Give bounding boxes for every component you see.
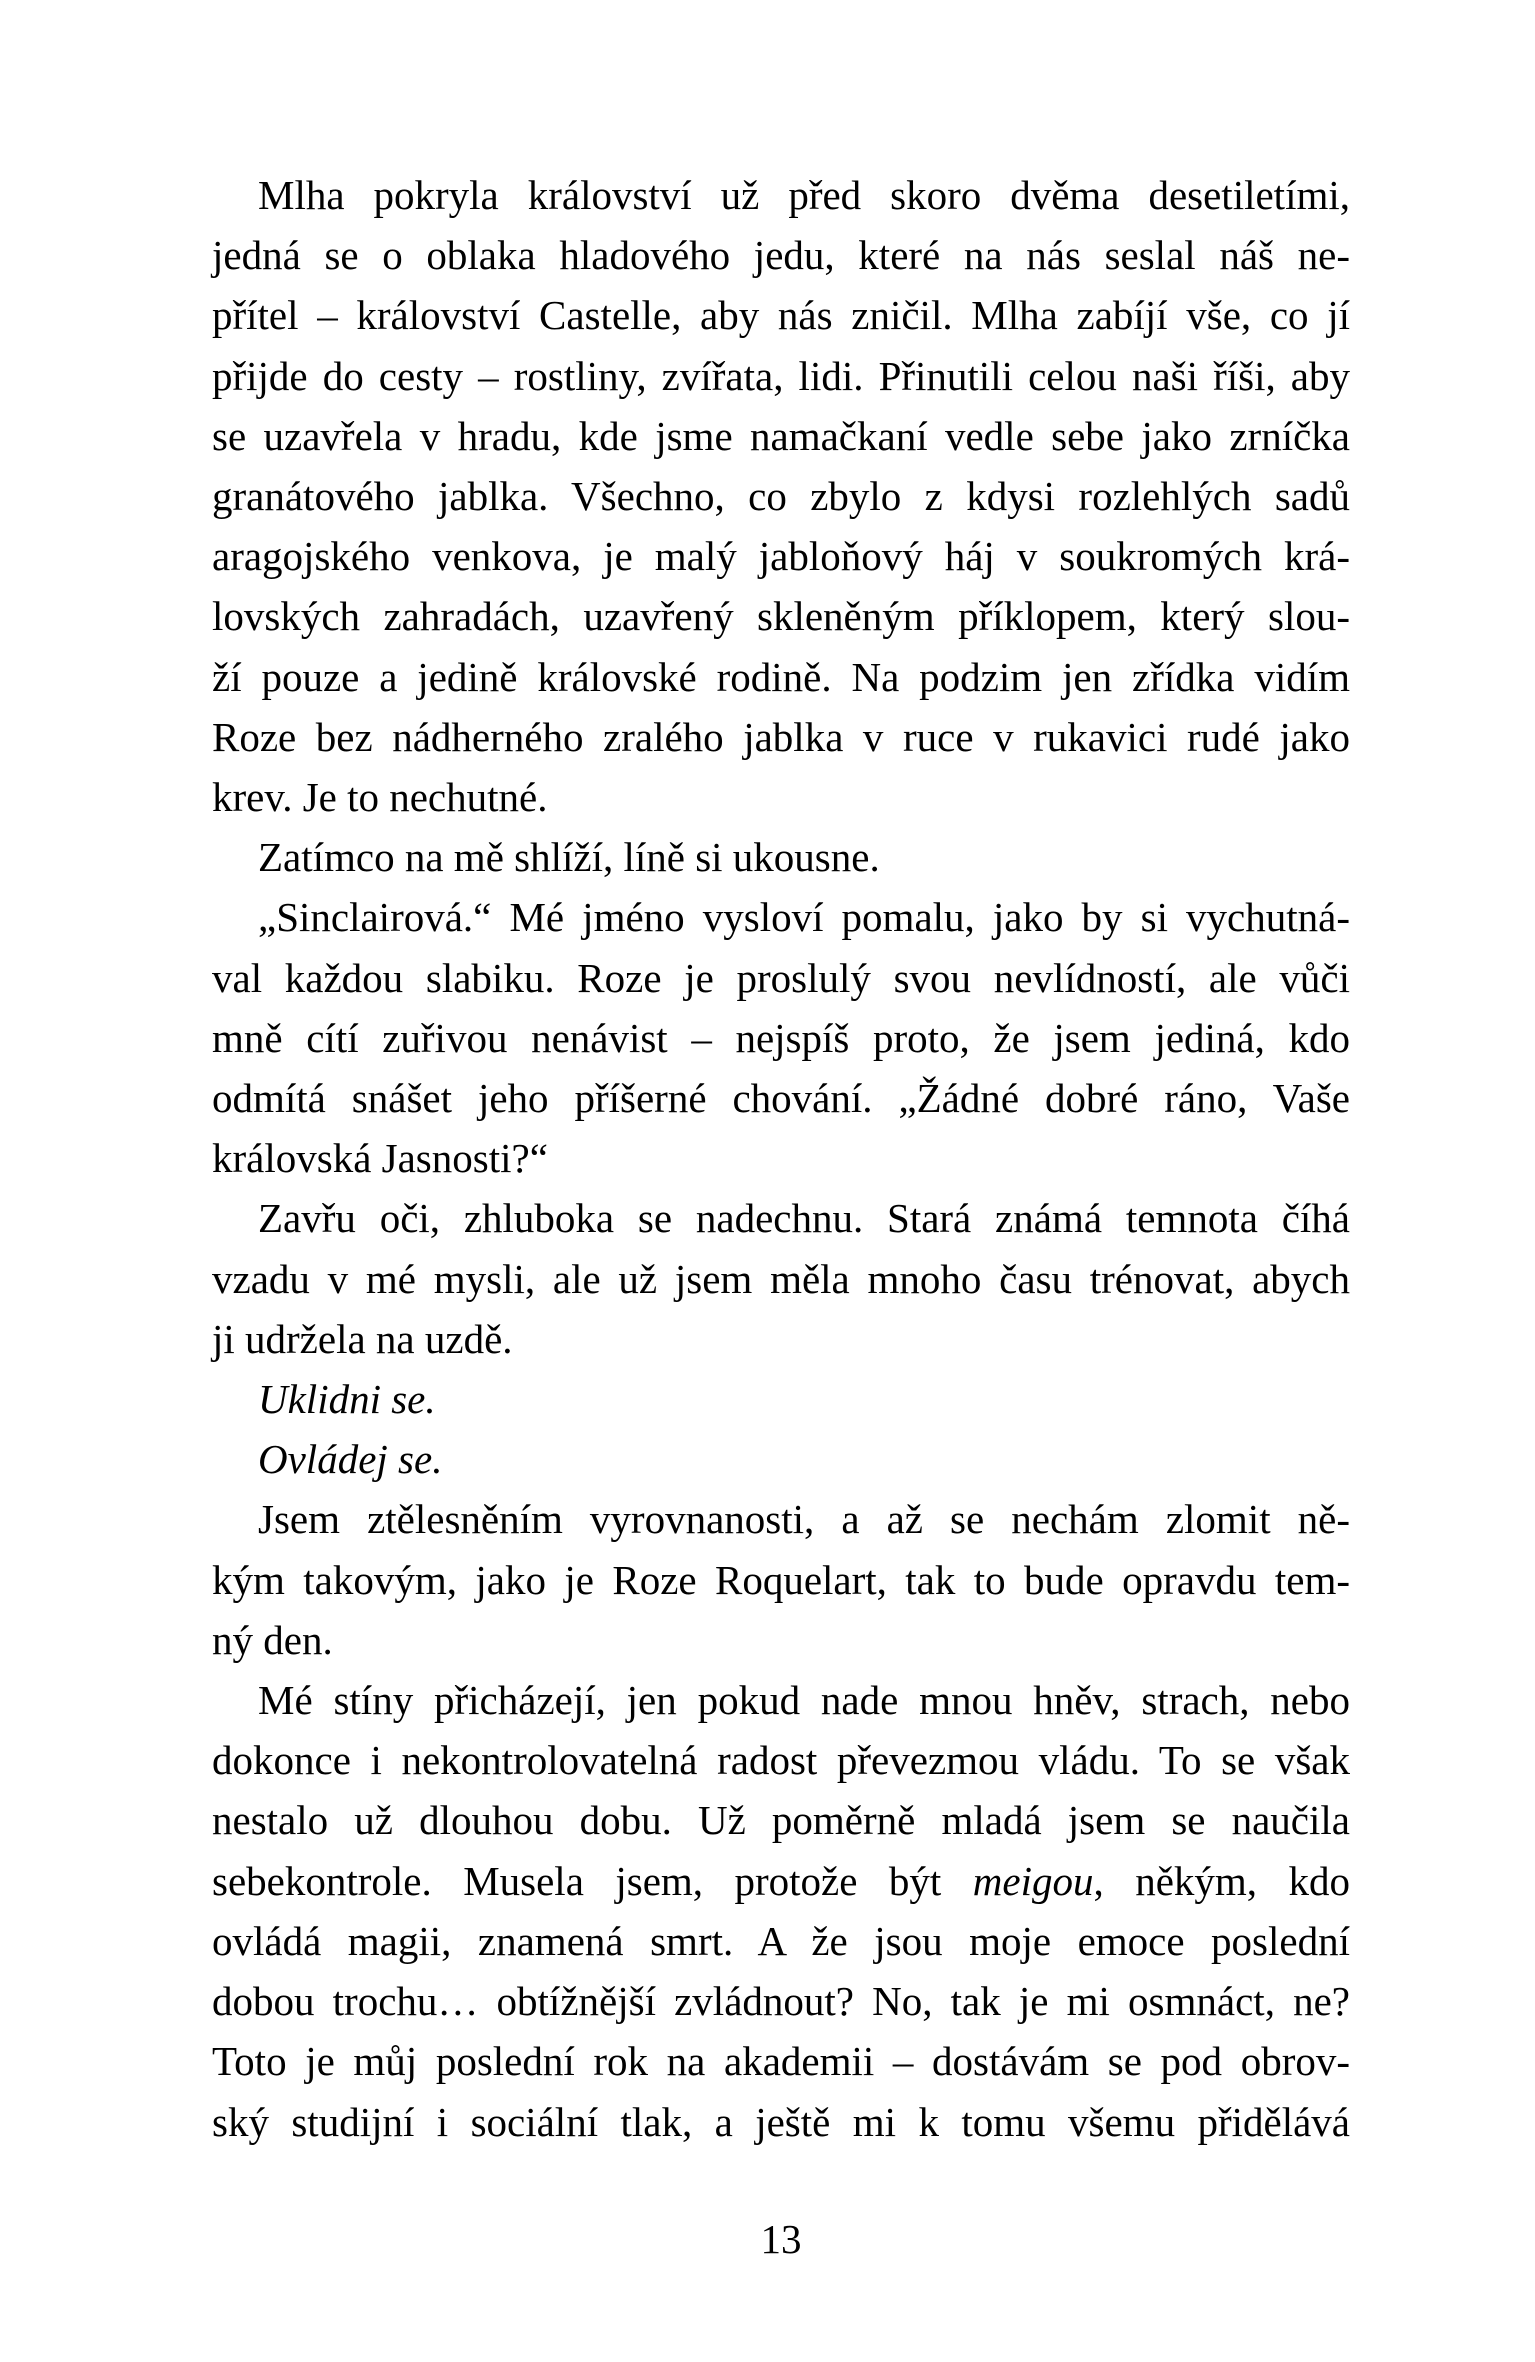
text-line <box>212 1550 1350 1610</box>
text-segment: Zatímco na mě shlíží, líně si ukousne. <box>258 834 880 881</box>
italic-term: Ovládej se. <box>258 1436 443 1483</box>
text-segment: aragojského venkova, je malý jabloňový háj v soukromých krá- <box>212 533 1350 580</box>
italic-term: meigou <box>972 1857 1094 1904</box>
text-line <box>212 948 1350 1008</box>
text-line <box>212 2031 1350 2091</box>
text-line <box>212 707 1350 767</box>
text-segment: Zavřu oči, zhluboka se nadechnu. Stará známá temnota číhá <box>258 1195 1350 1242</box>
italic-term: Uklidni se. <box>258 1376 436 1423</box>
text-segment: ný den. <box>212 1616 333 1663</box>
text-line <box>212 1971 1350 2031</box>
text-segment: „Sinclairová.“ Mé jméno vysloví pomalu, jako by si vychutná- <box>258 894 1350 941</box>
text-line <box>212 406 1350 466</box>
text-line <box>212 346 1350 406</box>
text-segment: sebekontrole. Musela jsem, protože být <box>212 1857 973 1904</box>
text-segment: odmítá snášet jeho příšerné chování. „Žádné dobré ráno, Vaše <box>212 1075 1350 1122</box>
text-segment: Roze bez nádherného zralého jablka v ruce v rukavici rudé jako <box>212 713 1350 760</box>
text-segment: Mé stíny přicházejí, jen pokud nade mnou hněv, strach, nebo <box>258 1677 1350 1724</box>
text-line <box>212 1489 1350 1549</box>
text-line <box>212 827 1350 887</box>
text-line <box>212 1369 1350 1429</box>
text-segment: val každou slabiku. Roze je proslulý svou nevlídností, ale vůči <box>212 954 1350 1001</box>
text-line <box>212 887 1350 947</box>
text-line <box>212 1008 1350 1068</box>
text-segment: se uzavřela v hradu, kde jsme namačkaní vedle sebe jako zrníčka <box>212 412 1350 459</box>
text-line <box>212 647 1350 707</box>
text-segment: nestalo už dlouhou dobu. Už poměrně mladá jsem se naučila <box>212 1797 1350 1844</box>
text-line <box>212 1249 1350 1309</box>
text-line <box>212 2092 1350 2152</box>
text-line <box>212 1730 1350 1790</box>
text-segment: ji udržela na uzdě. <box>212 1315 513 1362</box>
text-line <box>212 1429 1350 1489</box>
text-segment: dobou trochu… obtížnější zvládnout? No, tak je mi osmnáct, ne? <box>212 1978 1350 2025</box>
text-line <box>212 1610 1350 1670</box>
text-line <box>212 1670 1350 1730</box>
page-number: 13 <box>760 2216 802 2262</box>
text-line <box>212 285 1350 345</box>
text-line <box>212 1911 1350 1971</box>
text-segment: přítel – království Castelle, aby nás zničil. Mlha zabíjí vše, co jí <box>212 292 1350 339</box>
text-segment: Mlha pokryla království už před skoro dvěma desetiletími, <box>258 172 1350 218</box>
text-segment: ží pouze a jedině královské rodině. Na podzim jen zřídka vidím <box>212 653 1350 700</box>
text-line <box>212 586 1350 646</box>
text-line <box>212 767 1350 827</box>
text-segment: ovládá magii, znamená smrt. A že jsou moje emoce poslední <box>212 1917 1350 1964</box>
text-segment: jedná se o oblaka hladového jedu, které na nás seslal náš ne- <box>212 232 1350 279</box>
text-line <box>212 1188 1350 1248</box>
text-line <box>212 526 1350 586</box>
text-segment: přijde do cesty – rostliny, zvířata, lidi. Přinutili celou naši říši, aby <box>212 352 1350 399</box>
text-segment: Jsem ztělesněním vyrovnanosti, a až se nechám zlomit ně- <box>258 1496 1350 1543</box>
text-segment: mně cítí zuřivou nenávist – nejspíš proto, že jsem jediná, kdo <box>212 1014 1350 1061</box>
text-line <box>212 1128 1350 1188</box>
text-segment: lovských zahradách, uzavřený skleněným příklopem, který slou- <box>212 593 1350 640</box>
text-line <box>212 225 1350 285</box>
text-segment: vzadu v mé mysli, ale už jsem měla mnoho času trénovat, abych <box>212 1255 1350 1302</box>
text-segment: , někým, kdo <box>1093 1857 1351 1904</box>
text-line <box>212 1851 1350 1911</box>
text-line <box>212 1790 1350 1850</box>
text-segment: královská Jasnosti?“ <box>212 1135 548 1182</box>
text-line <box>212 466 1350 526</box>
text-segment: kým takovým, jako je Roze Roquelart, tak to bude opravdu tem- <box>212 1556 1350 1603</box>
page-text-block <box>212 165 1350 2152</box>
text-line <box>212 1068 1350 1128</box>
text-segment: Toto je můj poslední rok na akademii – dostávám se pod obrov- <box>212 2038 1350 2085</box>
text-segment: dokonce i nekontrolovatelná radost převezmou vládu. To se však <box>212 1737 1350 1784</box>
text-line <box>212 1309 1350 1369</box>
text-segment: krev. Je to nechutné. <box>212 774 548 821</box>
text-line <box>212 165 1350 225</box>
text-segment: granátového jablka. Všechno, co zbylo z kdysi rozlehlých sadů <box>212 473 1350 520</box>
text-segment: ský studijní i sociální tlak, a ještě mi k tomu všemu přidělává <box>212 2098 1350 2145</box>
